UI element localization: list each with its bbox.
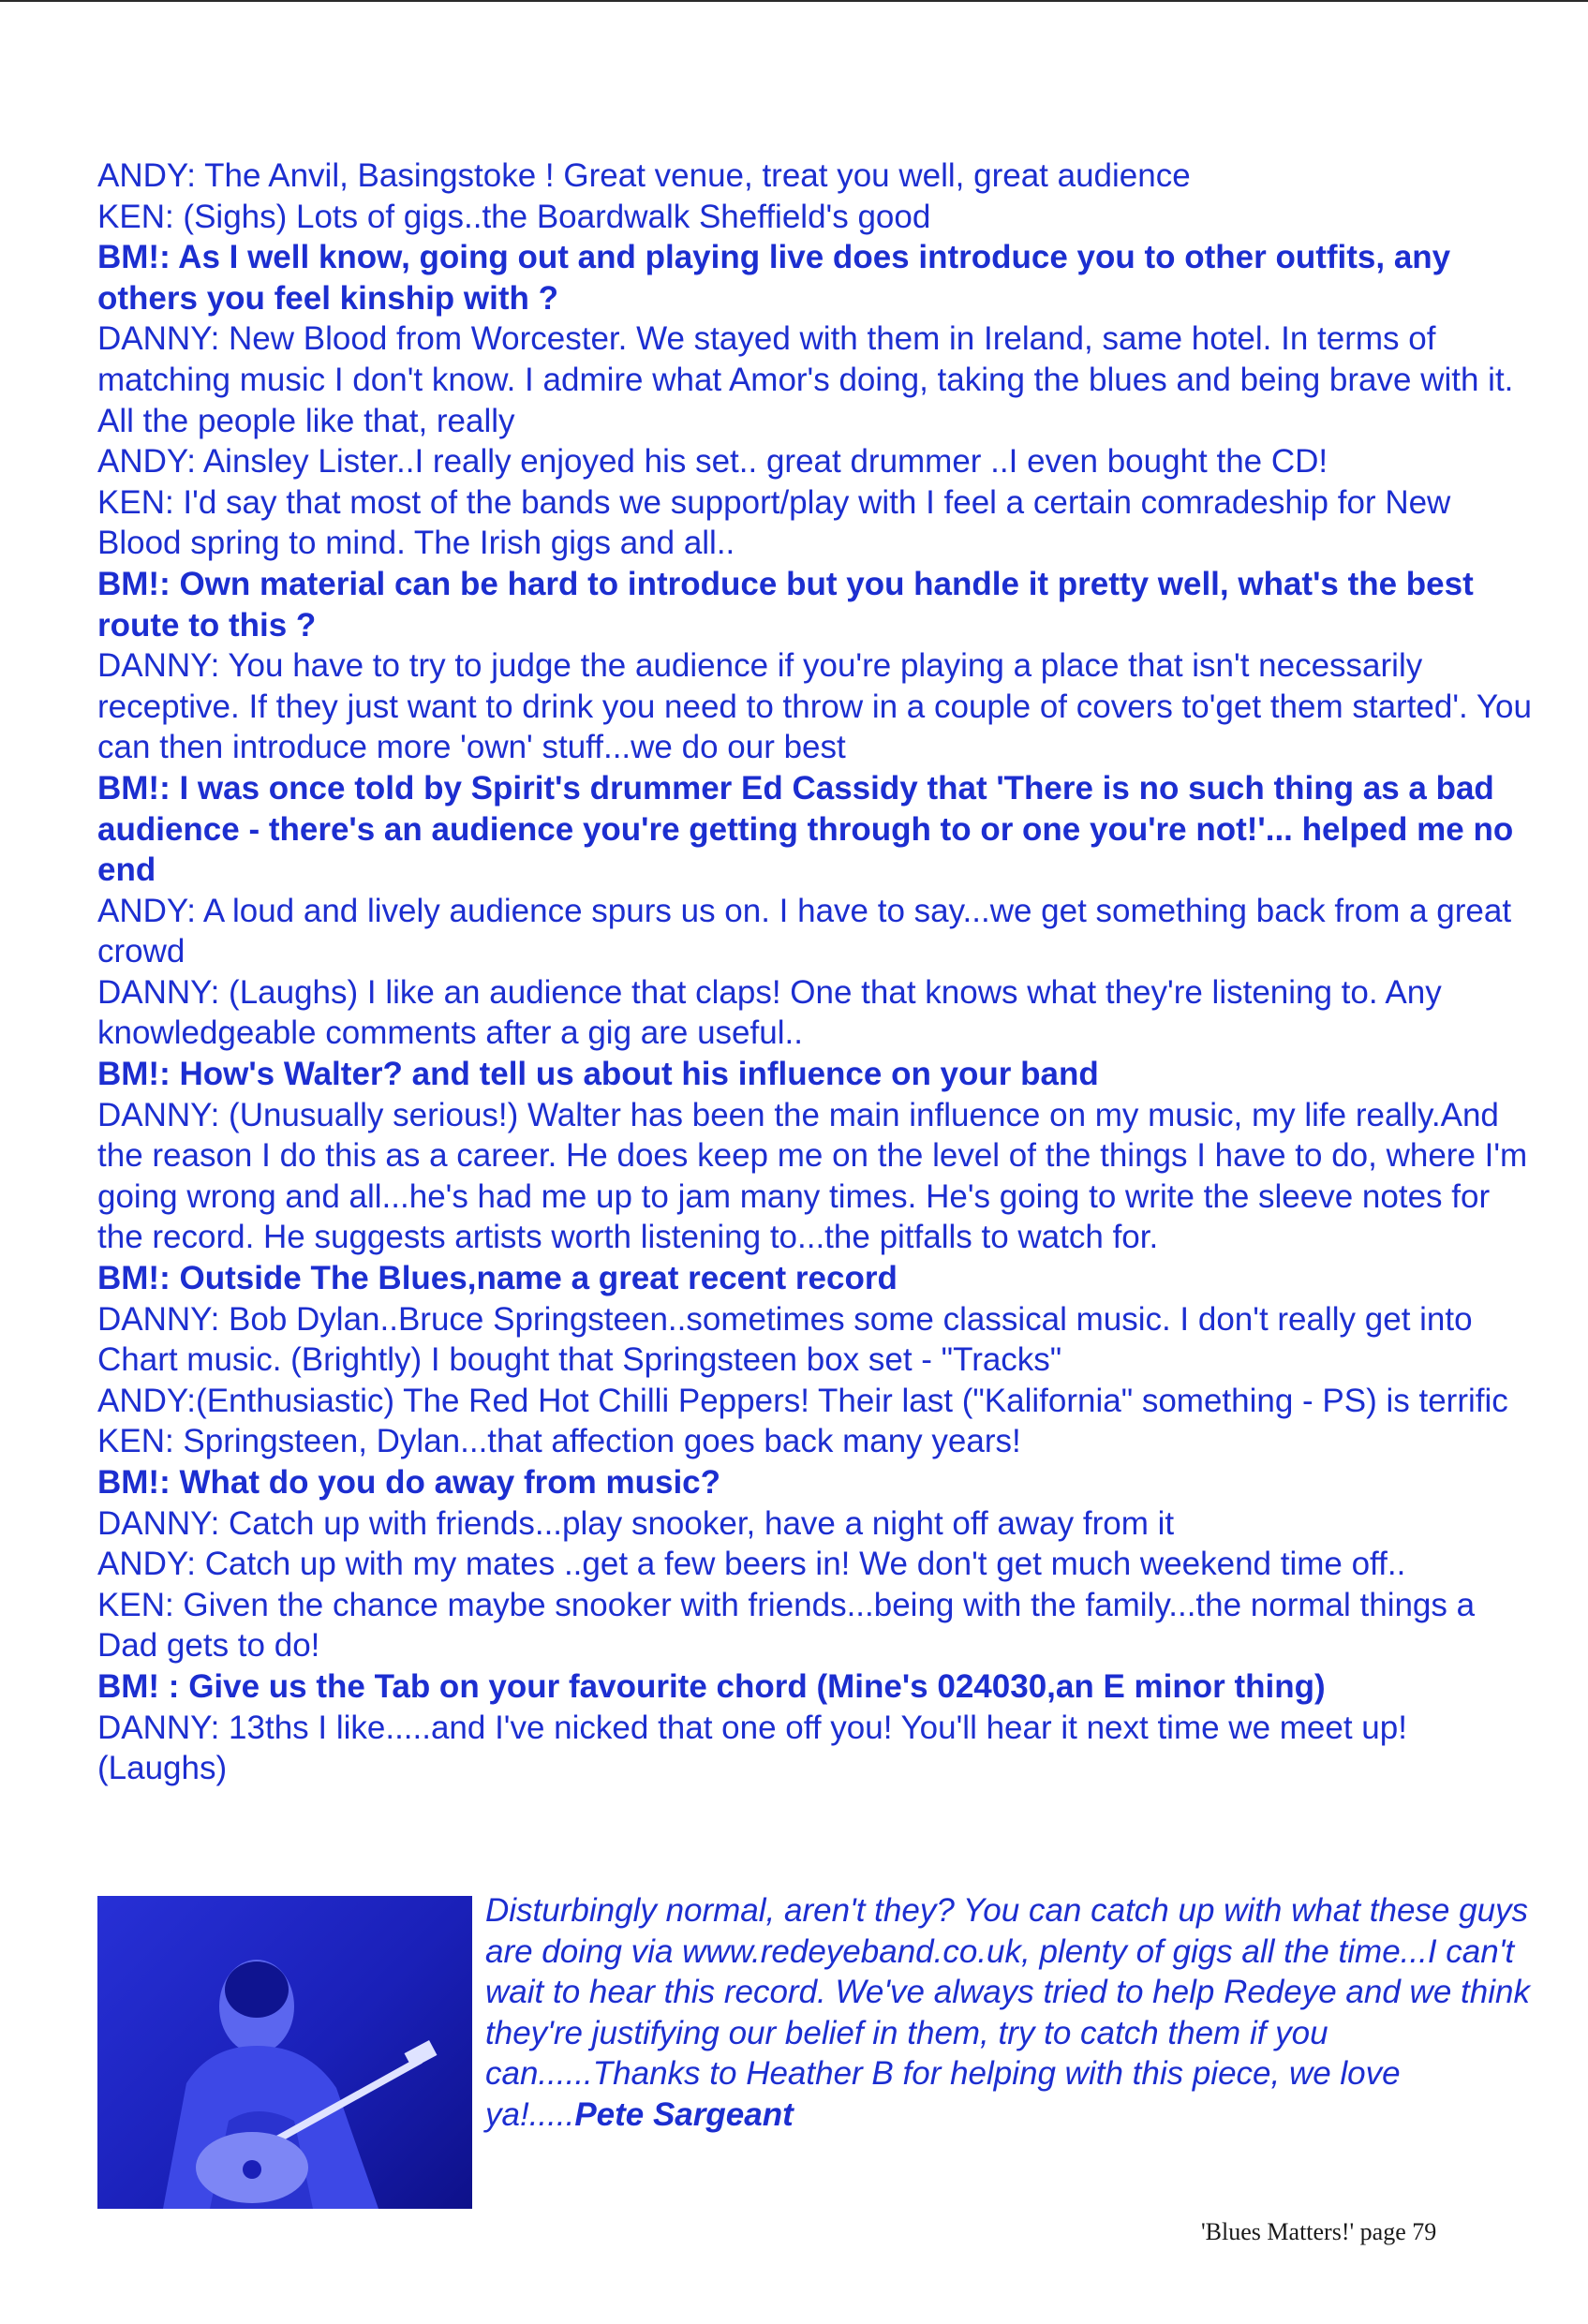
page-top-rule	[0, 0, 1588, 2]
interview-answer: DANNY: (Unusually serious!) Walter has been the main influence on my music, my life really.And the reason I do this as a career. He does keep me on the level of the things I have to do, where I'm going wrong and all...he's had me up to jam many times. He's going to write the sleeve notes for the record. He suggests artists worth listening to...the pitfalls to watch for.	[97, 1096, 1528, 1256]
interview-question: BM!: As I well know, going out and playing live does introduce you to other outfits, any others you feel kinship with ?	[97, 239, 1451, 317]
interview-answer: DANNY: 13ths I like.....and I've nicked that one off you! You'll hear it next time we meet up! (Laughs)	[97, 1709, 1407, 1787]
band-photo	[97, 1896, 472, 2209]
interview-answer: ANDY:(Enthusiastic) The Red Hot Chilli Peppers! Their last ("Kalifornia" something - PS) is terrific	[97, 1382, 1508, 1419]
interview-question: BM!: How's Walter? and tell us about his influence on your band	[97, 1056, 1099, 1093]
guitarist-silhouette	[97, 1896, 472, 2209]
interview-answer: DANNY: Catch up with friends...play snooker, have a night off away from it	[97, 1504, 1175, 1542]
interview-answer: DANNY: Bob Dylan..Bruce Springsteen..sometimes some classical music. I don't really get into Chart music. (Brightly) I bought that Springsteen box set - "Tracks"	[97, 1300, 1473, 1379]
interview-answer: KEN: I'd say that most of the bands we support/play with I feel a certain comradeship for New Blood spring to mind. The Irish gigs and all..	[97, 483, 1451, 562]
interview-answer: DANNY: (Laughs) I like an audience that claps! One that knows what they're listening to. Any knowledgeable comments after a gig are useful..	[97, 973, 1442, 1052]
caption-author: Pete Sargeant	[574, 2095, 794, 2133]
interview-answer: ANDY: The Anvil, Basingstoke ! Great venue, treat you well, great audience	[97, 157, 1191, 194]
interview-question: BM! : Give us the Tab on your favourite chord (Mine's 024030,an E minor thing)	[97, 1667, 1326, 1705]
interview-answer: KEN: Springsteen, Dylan...that affection goes back many years!	[97, 1423, 1021, 1460]
page-footer: 'Blues Matters!' page 79	[1201, 2218, 1437, 2245]
caption-text: Disturbingly normal, aren't they? You can catch up with what these guys are doing via www.redeyeband.co.uk, plenty of gigs all the time...I can't wait to hear this record. We've always tried to help Redeye and we think they're justifying our belief in them, try to catch them if you can......Thanks to Heather B for helping with this piece, we love ya!.....	[485, 1892, 1530, 2133]
photo-caption	[485, 1890, 1535, 2136]
interview-answer: DANNY: New Blood from Worcester. We stayed with them in Ireland, same hotel. In terms of matching music I don't know. I admire what Amor's doing, taking the blues and being brave with it. All the people like that, really	[97, 320, 1514, 439]
interview-question: BM!: What do you do away from music?	[97, 1464, 721, 1501]
interview-answer: DANNY: You have to try to judge the audience if you're playing a place that isn't necessarily receptive. If they just want to drink you need to throw in a couple of covers to'get them started'. You can then introduce more 'own' stuff...we do our best	[97, 647, 1532, 766]
interview-answer: ANDY: Catch up with my mates ..get a few beers in! We don't get much weekend time off..	[97, 1546, 1406, 1583]
interview-text	[97, 155, 1540, 1789]
interview-question: BM!: Own material can be hard to introduce but you handle it pretty well, what's the best route to this ?	[97, 565, 1474, 644]
interview-answer: ANDY: Ainsley Lister..I really enjoyed his set.. great drummer ..I even bought the CD!	[97, 443, 1328, 481]
interview-answer: KEN: Given the chance maybe snooker with friends...being with the family...the normal things a Dad gets to do!	[97, 1586, 1476, 1665]
interview-answer: KEN: (Sighs) Lots of gigs..the Boardwalk Sheffield's good	[97, 198, 931, 235]
interview-question: BM!: I was once told by Spirit's drummer Ed Cassidy that 'There is no such thing as a bad audience - there's an audience you're getting through to or one you're not!'... helped me no end	[97, 769, 1514, 889]
interview-answer: ANDY: A loud and lively audience spurs us on. I have to say...we get something back from a great crowd	[97, 892, 1512, 970]
interview-question: BM!: Outside The Blues,name a great recent record	[97, 1260, 898, 1297]
